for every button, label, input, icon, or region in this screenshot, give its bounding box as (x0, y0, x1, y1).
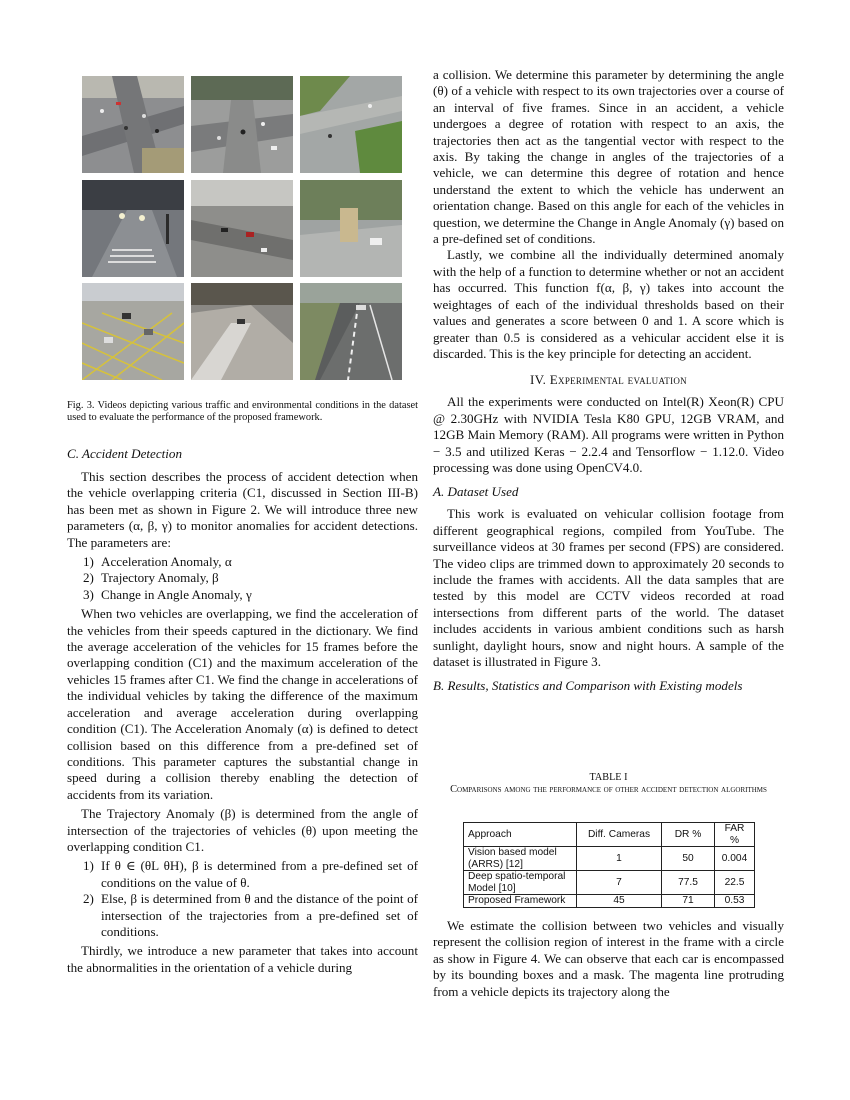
traffic-photo-8 (191, 283, 293, 380)
paragraph-experimental-setup: All the experiments were conducted on Intel(R) Xeon(R) CPU @ 2.30GHz with NVIDIA Tesla K80 GPU, 12GB VRAM, and 12GB Main Memory (RAM). All programs were written in Python − 3.5 and utilized Keras − 2.2.4 and Tensorflow − 1.12.0. Video processing was done using OpenCV4.0. (433, 394, 784, 475)
traffic-photo-6 (300, 180, 402, 277)
paragraph-orientation-intro: Thirdly, we introduce a new parameter that takes into account the abnormalities in the orientation of a vehicle during (67, 943, 418, 975)
column-header: Diff. Cameras (577, 823, 662, 847)
column-header: Approach (464, 823, 577, 847)
traffic-photo-3 (300, 76, 402, 173)
paragraph-accident-detection-intro: This section describes the process of accident detection when the vehicle overlapping criteria (C1, discussed in Section III-B) has been met as shown in Figure 2. We will introduce three new parameters (α, β, γ) to monitor anomalies for accident detections. The parameters are: (67, 469, 418, 550)
table-row: Vision based model (ARRS) [12] 1 50 0.004 (464, 847, 755, 871)
right-column-tail (433, 918, 784, 1000)
figure-caption: Fig. 3. Videos depicting various traffic and environmental conditions in the dataset used to evaluate the performance of the proposed framework. (67, 400, 418, 424)
table-row: Proposed Framework 45 71 0.53 (464, 895, 755, 908)
column-header: DR % (662, 823, 715, 847)
paragraph-anomaly-function: Lastly, we combine all the individually determined anomaly with the help of a function to determine whether or not an accident has occurred. This function f(α, β, γ) takes into account the weightages of each of the individual thresholds based on their values and generates a score between 0 and 1. A score which is greater than 0.5 is considered as a vehicular accident else it is discarded. This is the key principle for detecting an accident. (433, 247, 784, 361)
paragraph-collision-visualization: We estimate the collision between two vehicles and visually represent the collision region of interest in the frame with a circle as show in Figure 4. We can observe that each car is encompassed by its bounding boxes and a mask. The magenta line protruding from a vehicle depicts its trajectory along the (433, 918, 784, 999)
right-column-body (433, 67, 784, 694)
section-c-title: C. Accident Detection (67, 446, 183, 461)
column-header: FAR % (715, 823, 755, 847)
traffic-photo-2 (191, 76, 293, 173)
list-item: 3) Change in Angle Anomaly, γ (83, 586, 252, 602)
traffic-photo-4 (82, 180, 184, 277)
list-item: 2) Trajectory Anomaly, β (83, 570, 219, 586)
table-caption: Comparisons among the performance of other accident detection algorithms (450, 784, 767, 795)
list-item: 1) If θ ∈ (θL θH), β is determined from a pre-defined set of conditions on the value of θ. (83, 858, 418, 890)
trajectory-condition-list (67, 858, 418, 940)
traffic-photo-9 (300, 283, 402, 380)
subsection-a-title: A. Dataset Used (433, 484, 519, 500)
paragraph-trajectory-anomaly: The Trajectory Anomaly (β) is determined from the angle of intersection of the trajectories of vehicles (θ) upon meeting the overlapping condition C1. (67, 806, 418, 854)
list-item: 2) Else, β is determined from θ and the distance of the point of intersection of the trajectories from a pre-defined set of conditions. (83, 891, 418, 939)
traffic-photo-1 (82, 76, 184, 173)
table-1-block (433, 772, 784, 797)
paragraph-angle-anomaly: a collision. We determine this parameter by determining the angle (θ) of a vehicle with respect to its own trajectories over a course of an interval of five frames. Since in an accident, a vehicle undergoes a degree of rotation with respect to an axis, the trajectories then act as the tangential vector with respect to the axis. By taking the change in angles of the trajectories of a vehicle, we can determine this degree of rotation and hence understand the extent to which the vehicle has underwent an orientation change. Based on this angle for each of the vehicles in question, we determine the Change in Angle Anomaly (γ) based on a pre-defined set of conditions. (433, 67, 784, 247)
table-label: TABLE I (589, 772, 628, 783)
table-header-row (464, 823, 755, 847)
section-4-heading: IV. Experimental evaluation (530, 372, 687, 388)
paragraph-acceleration-anomaly: When two vehicles are overlapping, we find the acceleration of the vehicles from their speeds captured in the dictionary. We find the average acceleration of the vehicles for 15 frames before the overlapping condition (C1) and the maximum acceleration of the vehicles 15 frames after C1. We find the change in accelerations of the individual vehicles by taking the difference of the maximum acceleration and average acceleration during overlapping condition (C1). The Acceleration Anomaly (α) is defined to detect collision based on this difference from a pre-defined set of conditions. This parameter captures the substantial change in speed during a collision thereby enabling the detection of accidents from its variation. (67, 606, 418, 802)
traffic-photo-7 (82, 283, 184, 380)
figure-3-image-grid (82, 76, 404, 380)
subsection-b-title: B. Results, Statistics and Comparison with Existing models (433, 678, 743, 694)
table-row: Deep spatio-temporal Model [10] 7 77.5 22.5 (464, 871, 755, 895)
parameter-list (67, 554, 418, 603)
traffic-photo-5 (191, 180, 293, 277)
list-item: 1) Acceleration Anomaly, α (83, 554, 232, 570)
left-column-body (67, 469, 418, 976)
paragraph-dataset: This work is evaluated on vehicular collision footage from different geographical regions, compiled from YouTube. The surveillance videos at 30 frames per second (FPS) are considered. The video clips are trimmed down to approximately 20 seconds to include the frames with accidents. All the data samples that are tested by this model are CCTV videos recorded at road intersections from different parts of the world. The dataset includes accidents in various ambient conditions such as harsh sunlight, daylight hours, snow and night hours. A sample of the dataset is illustrated in Figure 3. (433, 506, 784, 669)
comparison-table (463, 822, 755, 908)
